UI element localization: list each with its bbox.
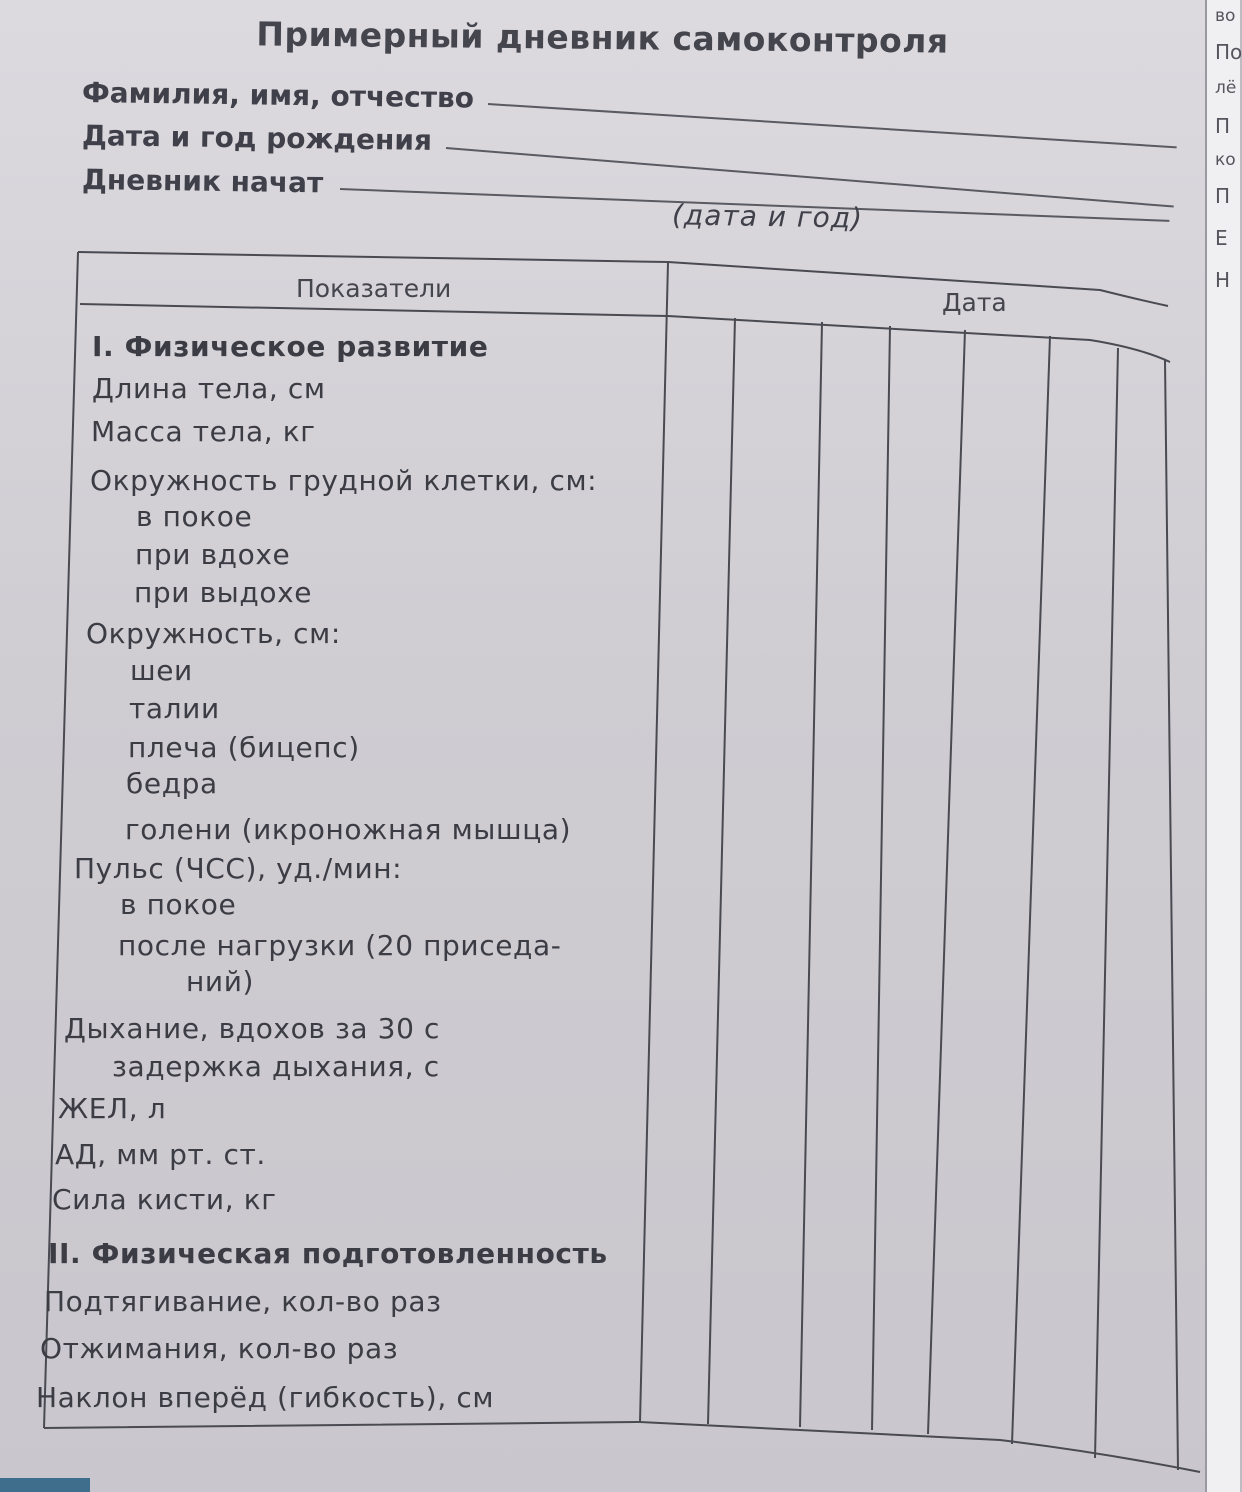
table-row: в покое bbox=[120, 888, 237, 921]
field-diary-start-label: Дневник начат bbox=[81, 163, 324, 200]
table-row: Окружность грудной клетки, см: bbox=[90, 464, 598, 497]
table-row: ний) bbox=[186, 965, 255, 998]
table-row: при выдохе bbox=[134, 576, 313, 609]
table-row: талии bbox=[129, 692, 220, 725]
table-row: АД, мм рт. ст. bbox=[55, 1138, 266, 1171]
table-row: Окружность, см: bbox=[86, 617, 341, 650]
table-row: плеча (бицепс) bbox=[128, 731, 360, 764]
table-row: после нагрузки (20 приседа- bbox=[118, 929, 562, 962]
adjacent-text: во bbox=[1215, 6, 1236, 26]
table-row: Длина тела, см bbox=[92, 372, 326, 405]
adjacent-text: П bbox=[1215, 114, 1231, 138]
table-row: Наклон вперёд (гибкость), см bbox=[36, 1381, 495, 1414]
page-corner-tab bbox=[0, 1478, 90, 1492]
table-row: Пульс (ЧСС), уд./мин: bbox=[74, 852, 403, 885]
table-row: бедра bbox=[126, 767, 218, 800]
adjacent-text: ко bbox=[1215, 150, 1236, 170]
table-row: Отжимания, кол-во раз bbox=[40, 1332, 399, 1365]
adjacent-text: Н bbox=[1215, 268, 1231, 292]
header-indicators: Показатели bbox=[296, 274, 452, 303]
header-date: Дата bbox=[942, 288, 1007, 317]
table-row: Масса тела, кг bbox=[91, 415, 316, 448]
table-row: Сила кисти, кг bbox=[52, 1183, 277, 1216]
adjacent-text: лё bbox=[1215, 78, 1237, 98]
table-row: при вдохе bbox=[135, 538, 291, 571]
adjacent-page-edge bbox=[1205, 0, 1240, 1492]
field-full-name-label: Фамилия, имя, отчество bbox=[81, 76, 475, 115]
table-row: ЖЕЛ, л bbox=[58, 1092, 167, 1125]
table-row: Подтягивание, кол-во раз bbox=[44, 1285, 442, 1318]
date-hint: (дата и год) bbox=[671, 198, 864, 235]
page-title: Примерный дневник самоконтроля bbox=[256, 14, 949, 61]
table-row: Дыхание, вдохов за 30 с bbox=[64, 1012, 441, 1045]
section-physical-fitness: II. Физическая подготовленность bbox=[48, 1237, 608, 1270]
adjacent-text: Е bbox=[1215, 226, 1228, 250]
table-row: голени (икроножная мышца) bbox=[125, 813, 572, 846]
field-birth-date-label: Дата и год рождения bbox=[81, 119, 433, 157]
adjacent-text: По bbox=[1215, 40, 1242, 64]
section-physical-development: I. Физическое развитие bbox=[92, 330, 489, 363]
table-row: в покое bbox=[136, 500, 253, 533]
table-row: шеи bbox=[130, 654, 193, 687]
adjacent-text: П bbox=[1215, 184, 1231, 208]
table-row: задержка дыхания, с bbox=[112, 1050, 440, 1083]
